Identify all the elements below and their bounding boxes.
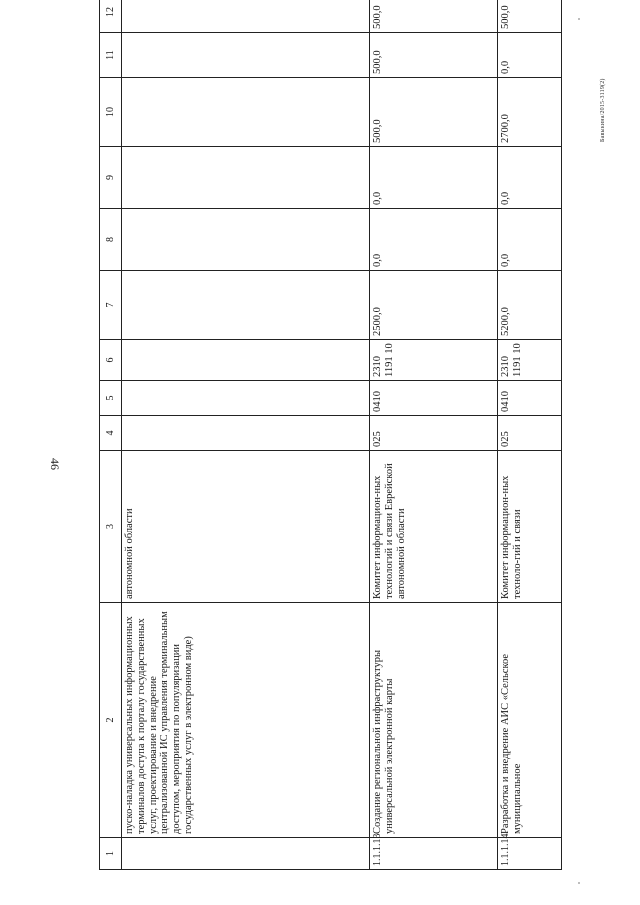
amount-col-8: 0,0 [370, 209, 498, 271]
target-code: 2310 1191 10 [370, 340, 498, 381]
header-cell: 7 [100, 271, 122, 340]
amount-col-8 [122, 209, 370, 271]
grbs-code: 025 [370, 416, 498, 451]
budget-table-container [99, 5, 561, 870]
scan-speck [578, 18, 580, 20]
target-code [122, 340, 370, 381]
amount-col-11: 500,0 [370, 33, 498, 78]
row-number [122, 838, 370, 870]
measure-name: пуско-наладка универсальных информационных терминалов доступа к порталу государственных услуг, проектирование и внедрение централизованной ИС управления терминальным доступом, мероприятия по популяризации государственных услуг в электронном виде) [122, 603, 370, 838]
target-code: 2310 1191 10 [498, 340, 562, 381]
amount-col-10 [122, 78, 370, 147]
total-amount: 2500,0 [370, 271, 498, 340]
header-cell: 12 [100, 0, 122, 33]
header-cell: 3 [100, 451, 122, 603]
grbs-code [122, 416, 370, 451]
table-row [498, 0, 562, 870]
amount-col-9 [122, 147, 370, 209]
scan-speck [578, 882, 580, 884]
row-number: 1.1.1.14 [498, 838, 562, 870]
total-amount: 5200,0 [498, 271, 562, 340]
header-cell: 5 [100, 381, 122, 416]
header-cell: 1 [100, 838, 122, 870]
header-cell: 6 [100, 340, 122, 381]
amount-col-12: 500,0 [498, 0, 562, 33]
amount-col-11 [122, 33, 370, 78]
executor: Комитет информацион-ных техноло-гий и связи [498, 451, 562, 603]
table-row [122, 0, 370, 870]
amount-col-11: 0,0 [498, 33, 562, 78]
document-code: Бавыкина/2015-3119(2) [600, 78, 606, 142]
section-code: 0410 [498, 381, 562, 416]
amount-col-12 [122, 0, 370, 33]
amount-col-9: 0,0 [370, 147, 498, 209]
section-code [122, 381, 370, 416]
budget-table [99, 0, 562, 870]
section-code: 0410 [370, 381, 498, 416]
amount-col-9: 0,0 [498, 147, 562, 209]
measure-name: Создание региональной инфраструктуры универсальной электронной карты [370, 603, 498, 838]
header-row [100, 0, 122, 870]
total-amount [122, 271, 370, 340]
amount-col-8: 0,0 [498, 209, 562, 271]
row-number: 1.1.1.13 [370, 838, 498, 870]
measure-name: Разработка и внедрение АИС «Сельское муниципальное [498, 603, 562, 838]
executor: Комитет информацион-ных технологий и связи Еврейской автономной области [370, 451, 498, 603]
grbs-code: 025 [498, 416, 562, 451]
header-cell: 9 [100, 147, 122, 209]
amount-col-10: 2700,0 [498, 78, 562, 147]
header-cell: 8 [100, 209, 122, 271]
amount-col-10: 500,0 [370, 78, 498, 147]
amount-col-12: 500,0 [370, 0, 498, 33]
table-row [370, 0, 498, 870]
header-cell: 10 [100, 78, 122, 147]
header-cell: 4 [100, 416, 122, 451]
header-cell: 2 [100, 603, 122, 838]
page-number: 46 [48, 458, 62, 470]
header-cell: 11 [100, 33, 122, 78]
executor: автономной области [122, 451, 370, 603]
